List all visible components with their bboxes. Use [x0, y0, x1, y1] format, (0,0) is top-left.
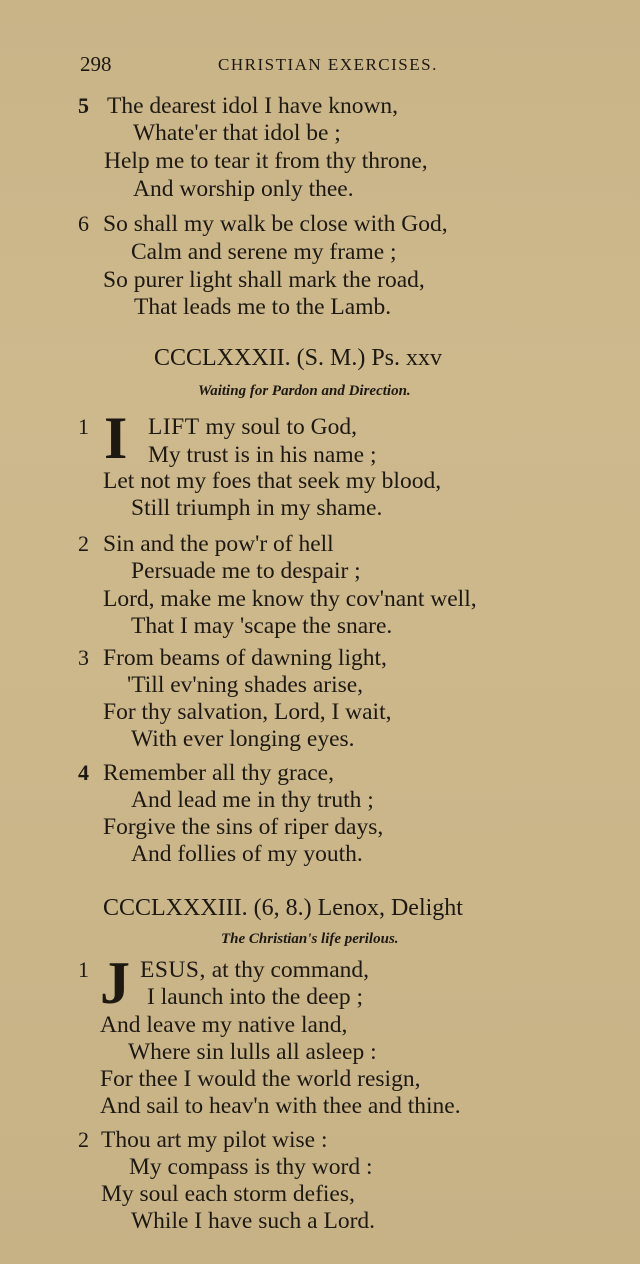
verse-line: With ever longing eyes.: [131, 726, 355, 752]
drop-cap: I: [104, 405, 128, 471]
hymn-382-title: CCCLXXXII. (S. M.) Ps. xxv: [154, 345, 443, 371]
verse-line: And lead me in thy truth ;: [131, 787, 374, 813]
verse-line: Whate'er that idol be ;: [133, 120, 341, 146]
running-head: [80, 52, 520, 76]
verse-line: Forgive the sins of riper days,: [103, 814, 384, 840]
verse-number: 2: [78, 1127, 89, 1152]
verse-line: And follies of my youth.: [131, 841, 363, 867]
verse-line: Where sin lulls all asleep :: [128, 1039, 377, 1065]
verse-line: From beams of dawning light,: [103, 645, 387, 671]
verse-line: Help me to tear it from thy throne,: [104, 148, 428, 174]
drop-cap: J: [100, 950, 130, 1016]
hymn-383-title: CCCLXXXIII. (6, 8.) Lenox, Delight: [103, 895, 463, 921]
verse-line: Remember all thy grace,: [103, 760, 334, 786]
verse-line: I launch into the deep ;: [147, 984, 363, 1010]
verse-line: Still triumph in my shame.: [131, 495, 383, 521]
verse-line: Persuade me to despair ;: [131, 558, 361, 584]
verse-line: Calm and serene my frame ;: [131, 239, 397, 265]
verse-line: For thy salvation, Lord, I wait,: [103, 699, 392, 725]
verse-line: ESUS, at thy command,: [140, 957, 370, 983]
verse-line: Thou art my pilot wise :: [101, 1127, 328, 1153]
page-number: 298: [80, 52, 112, 76]
verse-number: 1: [78, 957, 89, 982]
verse-line: My soul each storm defies,: [101, 1181, 355, 1207]
verse-line: Lord, make me know thy cov'nant well,: [103, 586, 477, 612]
verse-line: So purer light shall mark the road,: [103, 267, 425, 293]
verse-line: My compass is thy word :: [129, 1154, 373, 1180]
verse-line: And worship only thee.: [133, 176, 354, 202]
verse-line: 'Till ev'ning shades arise,: [127, 672, 364, 698]
verse-line: While I have such a Lord.: [131, 1208, 376, 1234]
verse-number: 4: [78, 760, 89, 785]
verse-line: Sin and the pow'r of hell: [103, 531, 334, 557]
verse-number: 3: [78, 645, 89, 670]
hymn-383-subtitle: The Christian's life perilous.: [221, 931, 399, 947]
verse-line: That leads me to the Lamb.: [134, 294, 392, 320]
verse-line: Let not my foes that seek my blood,: [103, 468, 442, 494]
verse-line: For thee I would the world resign,: [100, 1066, 421, 1092]
verse-line: My trust is in his name ;: [148, 442, 377, 468]
verse-line: That I may 'scape the snare.: [131, 613, 393, 639]
verse-number: 2: [78, 531, 89, 556]
hymn-382-subtitle: Waiting for Pardon and Direction.: [198, 383, 411, 399]
verse-line: LIFT my soul to God,: [148, 414, 357, 440]
verse-number: 1: [78, 414, 89, 439]
verse-number: 5: [78, 93, 89, 118]
verse-line: And leave my native land,: [100, 1012, 348, 1038]
verse-line: So shall my walk be close with God,: [103, 211, 448, 237]
verse-number: 6: [78, 211, 89, 236]
running-title: CHRISTIAN EXERCISES.: [218, 55, 438, 74]
verse-line: And sail to heav'n with thee and thine.: [100, 1093, 461, 1119]
verse-line: The dearest idol I have known,: [107, 93, 399, 119]
